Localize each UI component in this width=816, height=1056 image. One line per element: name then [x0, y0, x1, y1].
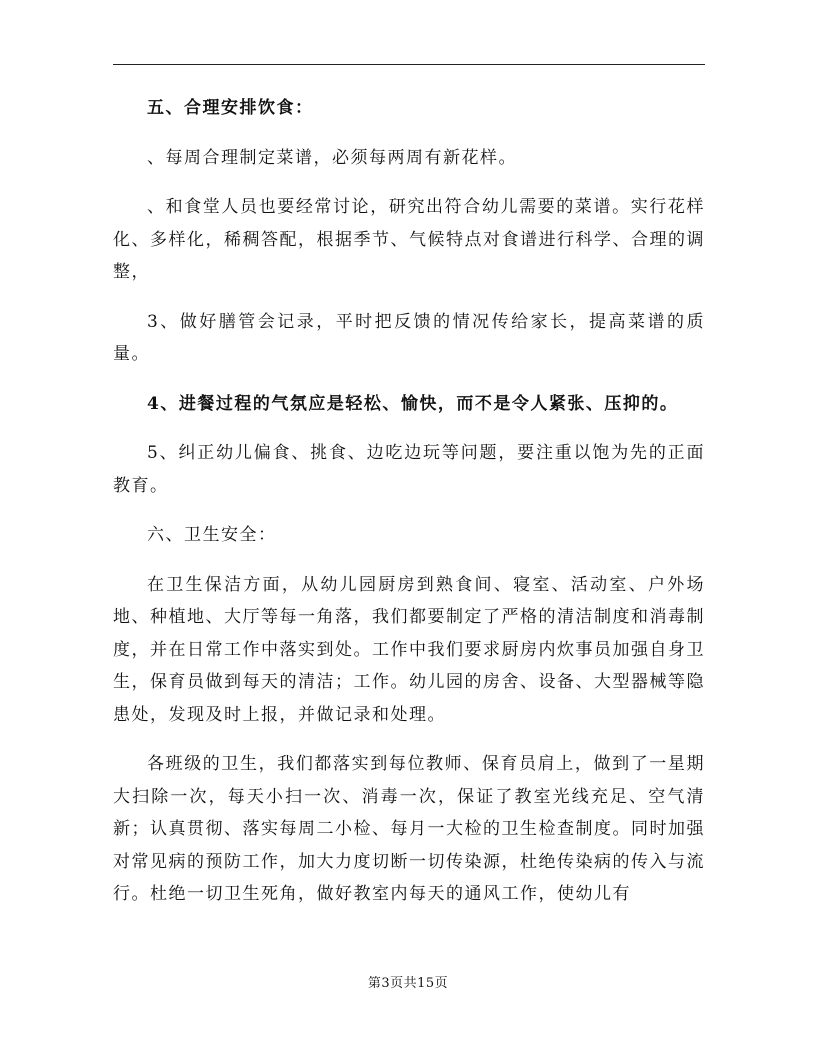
- paragraph: 在卫生保洁方面，从幼儿园厨房到熟食间、寝室、活动室、户外场地、种植地、大厅等每一角落，我们都要制定了严格的清洁制度和消毒制度，并在日常工作中落实到处。工作中我们要求厨房内炊事员加强自身卫生，保育员做到每天的清洁；工作。幼儿园的房舍、设备、大型器械等隐患处，发现及时上报，并做记录和处理。: [113, 574, 705, 725]
- paragraph: 5、纠正幼儿偏食、挑食、边吃边玩等问题，要注重以饱为先的正面教育。: [113, 443, 705, 496]
- header-rule: [113, 64, 705, 65]
- paragraph: 、每周合理制定菜谱，必须每两周有新花样。: [147, 147, 517, 168]
- paragraph: 各班级的卫生，我们都落实到每位教师、保育员肩上，做到了一星期大扫除一次，每天小扫一次、消毒一次，保证了教室光线充足、空气清新；认真贯彻、落实每周二小检、每月一大检的卫生检查制度。同时加强对常见病的预防工作，加大力度切断一切传染源，杜绝传染病的传入与流行。杜绝一切卫生死角，做好教室内每天的通风工作，使幼儿有: [113, 754, 705, 904]
- paragraph: 3、做好膳管会记录，平时把反馈的情况传给家长，提高菜谱的质量。: [113, 311, 705, 364]
- page-number: 第3页共15页: [367, 976, 449, 991]
- document-body: [113, 92, 705, 928]
- section-heading-hygiene: 六、卫生安全：: [147, 525, 277, 545]
- section-heading-diet: 五、合理安排饮食：: [147, 98, 314, 118]
- paragraph-bold: 4、进餐过程的气氛应是轻松、愉快，而不是令人紧张、压抑的。: [147, 393, 679, 414]
- paragraph: 、和食堂人员也要经常讨论，研究出符合幼儿需要的菜谱。实行花样化、多样化，稀稠答配，根据季节、气候特点对食谱进行科学、合理的调整，: [113, 197, 705, 282]
